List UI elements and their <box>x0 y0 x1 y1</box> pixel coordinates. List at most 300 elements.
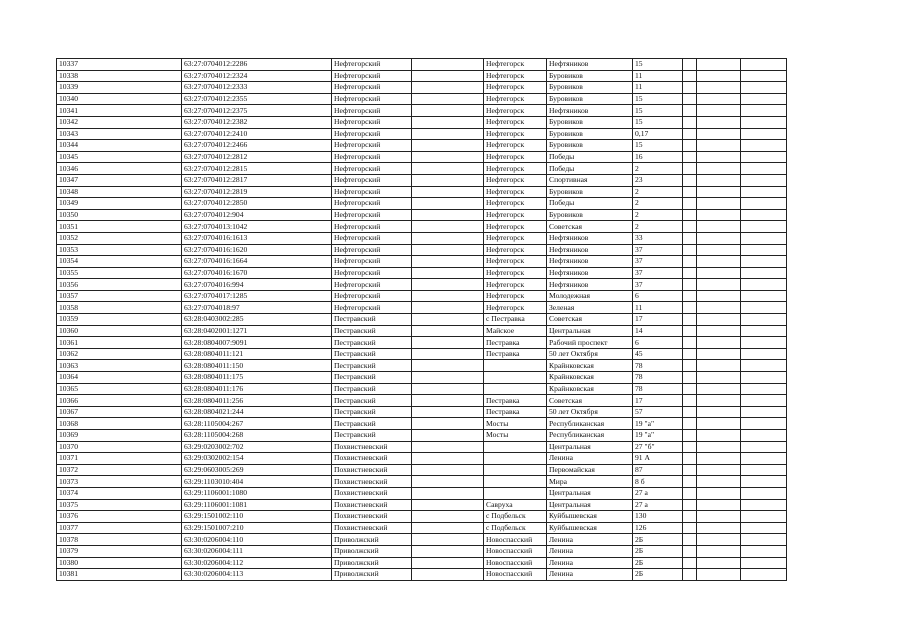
blank-col-2-cell <box>683 116 697 128</box>
cadastral-number-cell: 63:29:1103010:404 <box>182 476 332 488</box>
house-number-cell: 37 <box>633 267 683 279</box>
blank-col-3-cell <box>697 406 741 418</box>
blank-col-4-cell <box>741 151 787 163</box>
blank-col-3-cell <box>697 453 741 465</box>
locality-cell <box>484 383 547 395</box>
district-cell: Пестравский <box>332 314 412 326</box>
house-number-cell: 6 <box>633 337 683 349</box>
blank-col-cell <box>412 441 484 453</box>
row-number-cell: 10343 <box>57 128 182 140</box>
street-cell: Центральная <box>547 441 633 453</box>
blank-col-4-cell <box>741 325 787 337</box>
house-number-cell: 130 <box>633 511 683 523</box>
blank-col-2-cell <box>683 70 697 82</box>
table-row <box>57 418 787 430</box>
district-cell: Нефтегорский <box>332 151 412 163</box>
blank-col-cell <box>412 302 484 314</box>
blank-col-4-cell <box>741 545 787 557</box>
cadastral-number-cell: 63:29:0302002:154 <box>182 453 332 465</box>
district-cell: Нефтегорский <box>332 279 412 291</box>
blank-col-2-cell <box>683 383 697 395</box>
blank-col-3-cell <box>697 256 741 268</box>
blank-col-4-cell <box>741 430 787 442</box>
district-cell: Нефтегорский <box>332 244 412 256</box>
cadastral-number-cell: 63:28:0804007:9091 <box>182 337 332 349</box>
district-cell: Приволжский <box>332 569 412 581</box>
table-row <box>57 372 787 384</box>
cadastral-number-cell: 63:27:0704012:904 <box>182 209 332 221</box>
street-cell: Центральная <box>547 325 633 337</box>
table-row <box>57 383 787 395</box>
district-cell: Пестравский <box>332 383 412 395</box>
blank-col-cell <box>412 267 484 279</box>
district-cell: Похвистневский <box>332 499 412 511</box>
house-number-cell: 126 <box>633 522 683 534</box>
row-number-cell: 10370 <box>57 441 182 453</box>
house-number-cell: 19 "а" <box>633 430 683 442</box>
table-row <box>57 59 787 71</box>
blank-col-3-cell <box>697 499 741 511</box>
district-cell: Нефтегорский <box>332 232 412 244</box>
cadastral-number-cell: 63:28:1105004:268 <box>182 430 332 442</box>
locality-cell: Нефтегорск <box>484 244 547 256</box>
blank-col-2-cell <box>683 430 697 442</box>
blank-col-2-cell <box>683 348 697 360</box>
blank-col-cell <box>412 244 484 256</box>
blank-col-3-cell <box>697 186 741 198</box>
district-cell: Пестравский <box>332 372 412 384</box>
cadastral-number-cell: 63:29:0203002:702 <box>182 441 332 453</box>
street-cell: Куйбышевская <box>547 522 633 534</box>
locality-cell: Нефтегорск <box>484 140 547 152</box>
district-cell: Нефтегорский <box>332 82 412 94</box>
blank-col-3-cell <box>697 209 741 221</box>
street-cell: Нефтяников <box>547 105 633 117</box>
blank-col-cell <box>412 59 484 71</box>
street-cell: Рабочий проспект <box>547 337 633 349</box>
street-cell: Нефтяников <box>547 267 633 279</box>
blank-col-4-cell <box>741 360 787 372</box>
blank-col-2-cell <box>683 82 697 94</box>
row-number-cell: 10359 <box>57 314 182 326</box>
blank-col-4-cell <box>741 221 787 233</box>
blank-col-cell <box>412 93 484 105</box>
table-row <box>57 209 787 221</box>
table-row <box>57 325 787 337</box>
table-row <box>57 302 787 314</box>
table-row <box>57 151 787 163</box>
table-row <box>57 82 787 94</box>
street-cell: Нефтяников <box>547 256 633 268</box>
locality-cell <box>484 476 547 488</box>
row-number-cell: 10373 <box>57 476 182 488</box>
blank-col-4-cell <box>741 290 787 302</box>
district-cell: Нефтегорский <box>332 267 412 279</box>
blank-col-3-cell <box>697 464 741 476</box>
street-cell: Молодежная <box>547 290 633 302</box>
blank-col-4-cell <box>741 140 787 152</box>
district-cell: Нефтегорский <box>332 209 412 221</box>
locality-cell: Нефтегорск <box>484 302 547 314</box>
blank-col-3-cell <box>697 128 741 140</box>
house-number-cell: 11 <box>633 302 683 314</box>
blank-col-cell <box>412 348 484 360</box>
house-number-cell: 8 б <box>633 476 683 488</box>
blank-col-cell <box>412 383 484 395</box>
street-cell: Спортивная <box>547 174 633 186</box>
locality-cell: Нефтегорск <box>484 279 547 291</box>
street-cell: Нефтяников <box>547 244 633 256</box>
blank-col-cell <box>412 70 484 82</box>
blank-col-2-cell <box>683 453 697 465</box>
street-cell: Буровиков <box>547 93 633 105</box>
blank-col-4-cell <box>741 59 787 71</box>
table-row <box>57 290 787 302</box>
blank-col-3-cell <box>697 163 741 175</box>
house-number-cell: 2Б <box>633 534 683 546</box>
blank-col-3-cell <box>697 93 741 105</box>
blank-col-4-cell <box>741 476 787 488</box>
blank-col-3-cell <box>697 82 741 94</box>
table-row <box>57 93 787 105</box>
locality-cell: Нефтегорск <box>484 70 547 82</box>
table-row <box>57 487 787 499</box>
street-cell: Крайнковская <box>547 360 633 372</box>
blank-col-4-cell <box>741 418 787 430</box>
cadastral-number-cell: 63:27:0704012:2324 <box>182 70 332 82</box>
blank-col-cell <box>412 256 484 268</box>
district-cell: Приволжский <box>332 557 412 569</box>
locality-cell: Майское <box>484 325 547 337</box>
street-cell: Буровиков <box>547 116 633 128</box>
blank-col-cell <box>412 418 484 430</box>
locality-cell: Нефтегорск <box>484 128 547 140</box>
blank-col-3-cell <box>697 487 741 499</box>
locality-cell: Нефтегорск <box>484 267 547 279</box>
blank-col-cell <box>412 360 484 372</box>
cadastral-number-cell: 63:30:0206004:112 <box>182 557 332 569</box>
street-cell: Советская <box>547 395 633 407</box>
table-row <box>57 453 787 465</box>
locality-cell <box>484 372 547 384</box>
blank-col-3-cell <box>697 198 741 210</box>
house-number-cell: 2Б <box>633 545 683 557</box>
district-cell: Нефтегорский <box>332 93 412 105</box>
blank-col-3-cell <box>697 279 741 291</box>
house-number-cell: 15 <box>633 140 683 152</box>
district-cell: Пестравский <box>332 337 412 349</box>
blank-col-2-cell <box>683 267 697 279</box>
blank-col-3-cell <box>697 174 741 186</box>
district-cell: Пестравский <box>332 418 412 430</box>
cadastral-number-cell: 63:27:0704018:97 <box>182 302 332 314</box>
street-cell: Ленина <box>547 534 633 546</box>
table-row <box>57 430 787 442</box>
blank-col-3-cell <box>697 545 741 557</box>
street-cell: Победы <box>547 163 633 175</box>
blank-col-cell <box>412 209 484 221</box>
locality-cell: Нефтегорск <box>484 256 547 268</box>
cadastral-number-cell: 63:29:1501002:110 <box>182 511 332 523</box>
row-number-cell: 10349 <box>57 198 182 210</box>
district-cell: Похвистневский <box>332 453 412 465</box>
district-cell: Нефтегорский <box>332 70 412 82</box>
locality-cell: Нефтегорск <box>484 186 547 198</box>
row-number-cell: 10381 <box>57 569 182 581</box>
house-number-cell: 15 <box>633 105 683 117</box>
blank-col-cell <box>412 569 484 581</box>
blank-col-3-cell <box>697 325 741 337</box>
district-cell: Пестравский <box>332 430 412 442</box>
table-row <box>57 441 787 453</box>
blank-col-cell <box>412 140 484 152</box>
house-number-cell: 27 а <box>633 499 683 511</box>
blank-col-3-cell <box>697 314 741 326</box>
blank-col-cell <box>412 511 484 523</box>
street-cell: Первомайская <box>547 464 633 476</box>
table-row <box>57 232 787 244</box>
blank-col-2-cell <box>683 499 697 511</box>
locality-cell: Нефтегорск <box>484 209 547 221</box>
blank-col-4-cell <box>741 70 787 82</box>
locality-cell: Нефтегорск <box>484 221 547 233</box>
cadastral-number-cell: 63:30:0206004:113 <box>182 569 332 581</box>
house-number-cell: 2 <box>633 209 683 221</box>
street-cell: Ленина <box>547 545 633 557</box>
house-number-cell: 78 <box>633 360 683 372</box>
blank-col-3-cell <box>697 70 741 82</box>
house-number-cell: 37 <box>633 256 683 268</box>
district-cell: Нефтегорский <box>332 221 412 233</box>
table-row <box>57 348 787 360</box>
blank-col-2-cell <box>683 314 697 326</box>
locality-cell: Пестравка <box>484 337 547 349</box>
table-row <box>57 244 787 256</box>
street-cell: Буровиков <box>547 82 633 94</box>
blank-col-2-cell <box>683 209 697 221</box>
property-table <box>56 58 787 581</box>
blank-col-3-cell <box>697 244 741 256</box>
table-row <box>57 511 787 523</box>
locality-cell: Нефтегорск <box>484 151 547 163</box>
table-row <box>57 267 787 279</box>
blank-col-3-cell <box>697 534 741 546</box>
locality-cell: Новоспасский <box>484 557 547 569</box>
district-cell: Нефтегорский <box>332 174 412 186</box>
house-number-cell: 15 <box>633 93 683 105</box>
blank-col-2-cell <box>683 93 697 105</box>
locality-cell: Мосты <box>484 430 547 442</box>
blank-col-cell <box>412 487 484 499</box>
table-row <box>57 174 787 186</box>
row-number-cell: 10339 <box>57 82 182 94</box>
row-number-cell: 10368 <box>57 418 182 430</box>
district-cell: Похвистневский <box>332 441 412 453</box>
table-row <box>57 128 787 140</box>
table-row <box>57 395 787 407</box>
blank-col-2-cell <box>683 395 697 407</box>
blank-col-3-cell <box>697 569 741 581</box>
district-cell: Нефтегорский <box>332 256 412 268</box>
blank-col-2-cell <box>683 337 697 349</box>
row-number-cell: 10358 <box>57 302 182 314</box>
district-cell: Нефтегорский <box>332 116 412 128</box>
blank-col-4-cell <box>741 128 787 140</box>
blank-col-3-cell <box>697 290 741 302</box>
table-row <box>57 279 787 291</box>
blank-col-4-cell <box>741 453 787 465</box>
cadastral-number-cell: 63:28:0804011:176 <box>182 383 332 395</box>
blank-col-4-cell <box>741 314 787 326</box>
row-number-cell: 10353 <box>57 244 182 256</box>
street-cell: Ленина <box>547 557 633 569</box>
house-number-cell: 2 <box>633 198 683 210</box>
blank-col-2-cell <box>683 325 697 337</box>
house-number-cell: 27 а <box>633 487 683 499</box>
district-cell: Нефтегорский <box>332 128 412 140</box>
blank-col-cell <box>412 545 484 557</box>
house-number-cell: 0,17 <box>633 128 683 140</box>
house-number-cell: 17 <box>633 314 683 326</box>
blank-col-2-cell <box>683 279 697 291</box>
blank-col-2-cell <box>683 140 697 152</box>
cadastral-number-cell: 63:27:0704012:2333 <box>182 82 332 94</box>
blank-col-2-cell <box>683 545 697 557</box>
cadastral-number-cell: 63:28:0804011:150 <box>182 360 332 372</box>
district-cell: Нефтегорский <box>332 59 412 71</box>
row-number-cell: 10344 <box>57 140 182 152</box>
blank-col-4-cell <box>741 163 787 175</box>
blank-col-cell <box>412 314 484 326</box>
house-number-cell: 45 <box>633 348 683 360</box>
district-cell: Пестравский <box>332 348 412 360</box>
house-number-cell: 11 <box>633 82 683 94</box>
blank-col-4-cell <box>741 441 787 453</box>
cadastral-number-cell: 63:27:0704012:2355 <box>182 93 332 105</box>
blank-col-2-cell <box>683 569 697 581</box>
street-cell: Буровиков <box>547 140 633 152</box>
house-number-cell: 91 А <box>633 453 683 465</box>
district-cell: Похвистневский <box>332 464 412 476</box>
row-number-cell: 10356 <box>57 279 182 291</box>
locality-cell: Нефтегорск <box>484 232 547 244</box>
row-number-cell: 10372 <box>57 464 182 476</box>
blank-col-cell <box>412 499 484 511</box>
district-cell: Похвистневский <box>332 476 412 488</box>
cadastral-number-cell: 63:27:0704012:2817 <box>182 174 332 186</box>
row-number-cell: 10367 <box>57 406 182 418</box>
locality-cell: с Пестравка <box>484 314 547 326</box>
blank-col-cell <box>412 163 484 175</box>
blank-col-4-cell <box>741 511 787 523</box>
cadastral-number-cell: 63:27:0704016:1620 <box>182 244 332 256</box>
cadastral-number-cell: 63:27:0704012:2286 <box>182 59 332 71</box>
street-cell: Крайнковская <box>547 372 633 384</box>
row-number-cell: 10361 <box>57 337 182 349</box>
house-number-cell: 78 <box>633 383 683 395</box>
blank-col-3-cell <box>697 383 741 395</box>
street-cell: Зеленая <box>547 302 633 314</box>
blank-col-4-cell <box>741 105 787 117</box>
cadastral-number-cell: 63:30:0206004:110 <box>182 534 332 546</box>
locality-cell: Нефтегорск <box>484 198 547 210</box>
cadastral-number-cell: 63:29:1106001:1080 <box>182 487 332 499</box>
cadastral-number-cell: 63:28:0402001:1271 <box>182 325 332 337</box>
blank-col-3-cell <box>697 221 741 233</box>
locality-cell: Пестравка <box>484 406 547 418</box>
blank-col-4-cell <box>741 522 787 534</box>
cadastral-number-cell: 63:27:0704012:2812 <box>182 151 332 163</box>
table-row <box>57 256 787 268</box>
district-cell: Похвистневский <box>332 487 412 499</box>
house-number-cell: 16 <box>633 151 683 163</box>
cadastral-number-cell: 63:27:0704016:1670 <box>182 267 332 279</box>
district-cell: Пестравский <box>332 406 412 418</box>
table-row <box>57 522 787 534</box>
blank-col-4-cell <box>741 93 787 105</box>
cadastral-number-cell: 63:27:0704012:2819 <box>182 186 332 198</box>
row-number-cell: 10375 <box>57 499 182 511</box>
house-number-cell: 57 <box>633 406 683 418</box>
blank-col-cell <box>412 430 484 442</box>
blank-col-cell <box>412 116 484 128</box>
blank-col-4-cell <box>741 534 787 546</box>
row-number-cell: 10362 <box>57 348 182 360</box>
district-cell: Нефтегорский <box>332 198 412 210</box>
cadastral-number-cell: 63:27:0704017:1285 <box>182 290 332 302</box>
blank-col-3-cell <box>697 232 741 244</box>
blank-col-2-cell <box>683 290 697 302</box>
district-cell: Пестравский <box>332 360 412 372</box>
table-row <box>57 464 787 476</box>
locality-cell: Нефтегорск <box>484 163 547 175</box>
district-cell: Нефтегорский <box>332 140 412 152</box>
house-number-cell: 11 <box>633 70 683 82</box>
street-cell: Буровиков <box>547 128 633 140</box>
street-cell: Буровиков <box>547 70 633 82</box>
street-cell: 50 лет Октября <box>547 406 633 418</box>
blank-col-2-cell <box>683 441 697 453</box>
house-number-cell: 27 "б" <box>633 441 683 453</box>
locality-cell: Савруха <box>484 499 547 511</box>
blank-col-4-cell <box>741 499 787 511</box>
blank-col-4-cell <box>741 116 787 128</box>
row-number-cell: 10377 <box>57 522 182 534</box>
house-number-cell: 2 <box>633 186 683 198</box>
street-cell: Мира <box>547 476 633 488</box>
blank-col-3-cell <box>697 511 741 523</box>
locality-cell: Нефтегорск <box>484 93 547 105</box>
blank-col-3-cell <box>697 522 741 534</box>
locality-cell: Мосты <box>484 418 547 430</box>
cadastral-number-cell: 63:27:0704016:1613 <box>182 232 332 244</box>
blank-col-cell <box>412 372 484 384</box>
cadastral-number-cell: 63:28:0804011:175 <box>182 372 332 384</box>
blank-col-cell <box>412 186 484 198</box>
cadastral-number-cell: 63:27:0704012:2850 <box>182 198 332 210</box>
house-number-cell: 2 <box>633 221 683 233</box>
street-cell: Ленина <box>547 453 633 465</box>
blank-col-2-cell <box>683 244 697 256</box>
blank-col-3-cell <box>697 105 741 117</box>
blank-col-3-cell <box>697 418 741 430</box>
locality-cell: Пестравка <box>484 348 547 360</box>
locality-cell: Новоспасский <box>484 545 547 557</box>
house-number-cell: 2Б <box>633 569 683 581</box>
row-number-cell: 10341 <box>57 105 182 117</box>
row-number-cell: 10378 <box>57 534 182 546</box>
table-row <box>57 545 787 557</box>
